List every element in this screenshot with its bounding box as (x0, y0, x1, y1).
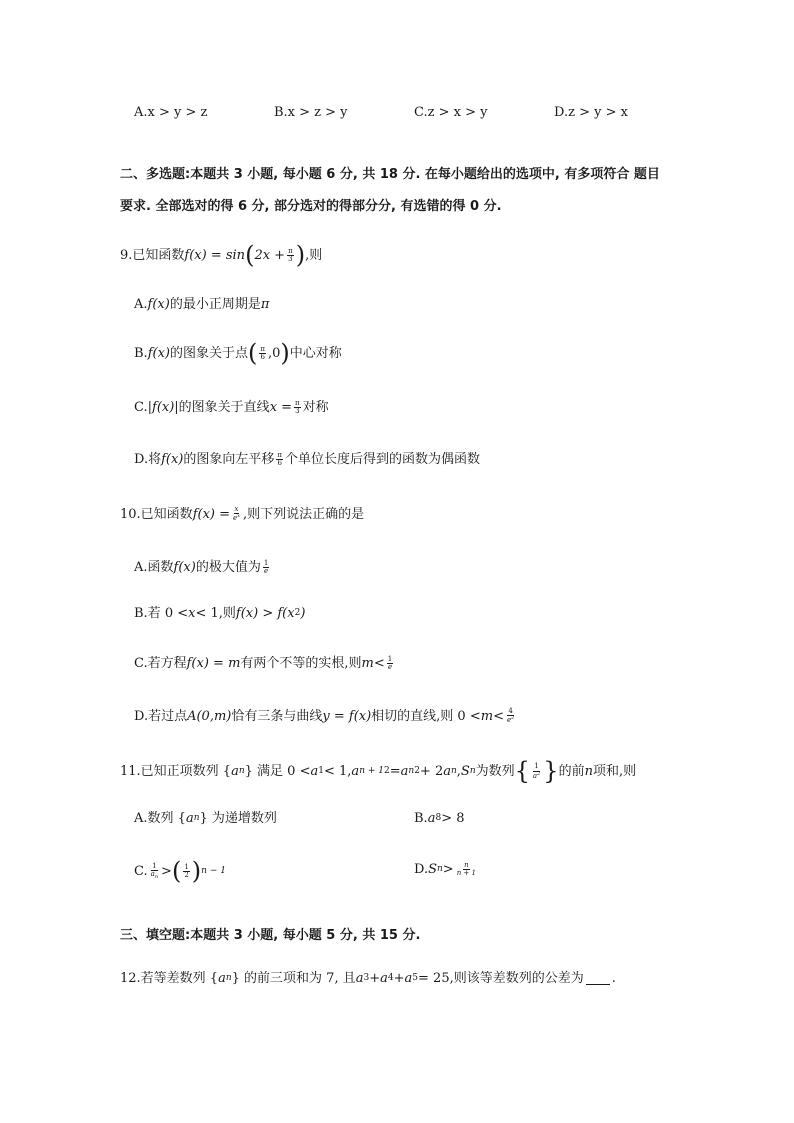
q9-option-d: D.将 f(x) 的图象向左平移 $\frac{\pi}{6}$ 个单位长度后得到的函数为偶函数 (134, 451, 481, 468)
q8-option-a: A.x > y > z (134, 105, 208, 120)
q11-option-b: B. a 8 > 8 (414, 811, 465, 826)
q9-option-b: B. f(x) 的图象关于点 ( $\frac{\pi}{6}$ ,0 ) 中心对称 (134, 339, 342, 367)
q10-option-d: D.若过点 A(0,m) 恰有三条与曲线 y = f(x) 相切的直线,则 0 < m < $\frac{4}{e^2}$ (134, 707, 515, 725)
q10-stem: 10.已知函数 f(x) = $\frac{x}{e^x}$ ,则下列说法正确的是 (120, 505, 365, 523)
section2-heading-line1: 二、多选题:本题共 3 小题, 每小题 6 分, 共 18 分. 在每小题给出的选项中, 有多项符合 题目 (120, 167, 660, 182)
q10-option-a: A.函数 f(x) 的极大值为 $\frac{1}{e}$ (134, 559, 269, 576)
q9-option-c: C. |f(x)| 的图象关于直线 x = $\frac{\pi}{3}$ 对称 (134, 399, 329, 416)
q10-option-b: B.若 0 < x < 1,则 f(x) > f(x 2 ) (134, 606, 306, 621)
q9-stem: 9.已知函数 f(x) = sin ( 2x + $\frac{\pi}{3}$ ) ,则 (120, 241, 323, 269)
q11-option-a: A.数列 { a n } 为递增数列 (134, 811, 277, 826)
q11-stem: 11.已知正项数列 { a n } 满足 0 < a 1 < 1, a n + 1 2 = a n 2 + 2 a n , S n 为数列 { $\frac{1}{a^2}$ } 的前 n 项和,则 (120, 757, 637, 785)
q10-option-c: C.若方程 f(x) = m 有两个不等的实根,则 m < $\frac{1}{e}$ (134, 655, 393, 672)
q12-stem: 12.若等差数列 { a n } 的前三项和为 7, 且 a 3 + a 4 + a 5 = 25 ,则该等差数列的公差为 . (120, 971, 616, 986)
q11-option-d: D. S n > $\frac{n}{n + 1}$ (414, 861, 476, 878)
q8-option-b: B.x > z > y (274, 105, 348, 120)
section3-heading: 三、填空题:本题共 3 小题, 每小题 5 分, 共 15 分. (120, 928, 421, 943)
q8-option-c: C.z > x > y (414, 105, 488, 120)
q8-option-d: D.z > y > x (554, 105, 628, 120)
q9-option-a: A. f(x) 的最小正周期是 π (134, 297, 270, 312)
q12-answer-blank[interactable] (586, 972, 610, 985)
q11-option-c: C. $\frac{1}{a_n}$ > ( $\frac{1}{2}$ ) n − 1 (134, 857, 226, 885)
section2-heading-line2: 要求. 全部选对的得 6 分, 部分选对的得部分分, 有选错的得 0 分. (120, 199, 502, 214)
